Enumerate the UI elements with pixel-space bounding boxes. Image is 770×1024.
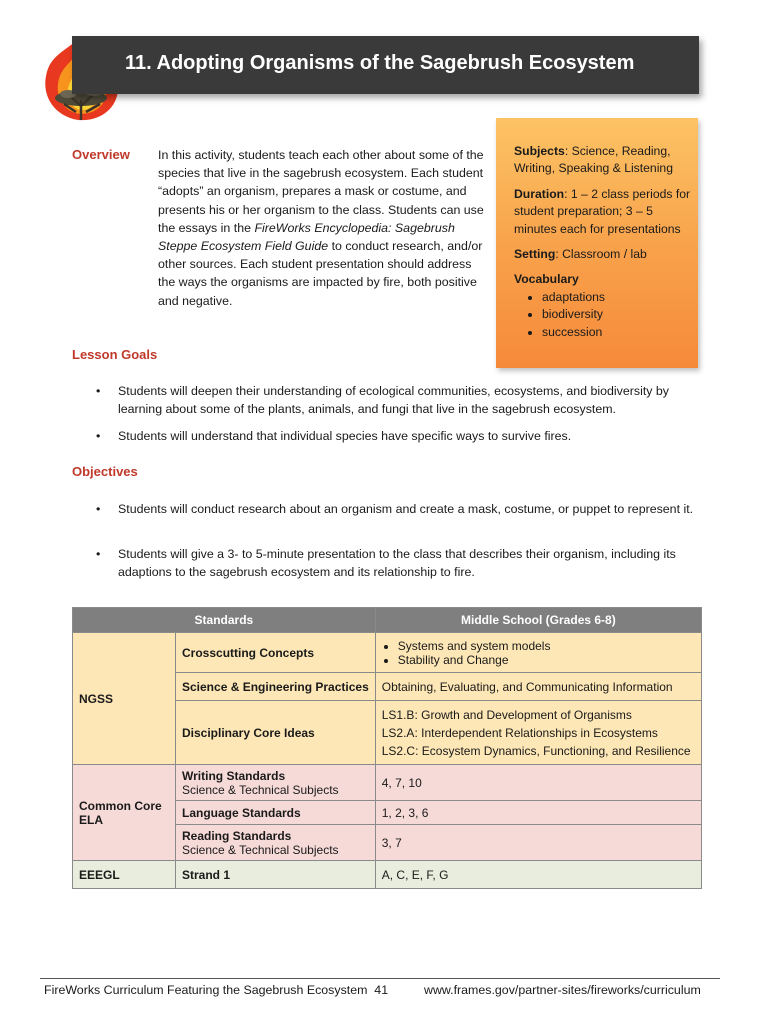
core-ideas-value [375,701,701,765]
writing-label: Writing Standards [182,768,286,783]
crosscutting-item: • Stability and Change [398,653,695,667]
language-value: 1, 2, 3, 6 [375,801,701,825]
objective-text: Students will conduct research about an organism and create a mask, costume, or puppet to represent it. [118,502,694,516]
footer-left: FireWorks Curriculum Featuring the Sagebrush Ecosystem 41 [44,983,389,997]
reading-sub: Science & Technical Subjects [182,842,339,857]
objective-item [96,500,708,518]
subjects-label: Subjects [514,144,565,158]
core-idea-item: LS1.B: Growth and Development of Organisms [381,707,632,722]
vocabulary-label: Vocabulary [514,272,579,287]
core-idea-item: LS2.A: Interdependent Relationships in Ecosystems [381,725,658,740]
ngss-label: NGSS [73,633,176,765]
bullet-icon: • [96,384,101,398]
footer-divider [40,978,720,979]
objectives-label: Objectives [72,464,138,479]
crosscutting-item: • Systems and system models [398,639,695,653]
writing-value: 4, 7, 10 [375,765,701,801]
strand-label: Strand 1 [176,861,376,889]
vocabulary-item: • adaptations [542,289,694,306]
reading-value: 3, 7 [375,825,701,861]
sidebar-content [514,143,694,341]
objective-item [96,545,708,581]
duration-line [514,186,694,238]
table-row [73,765,702,801]
setting-line [514,246,694,263]
standards-table [72,607,702,889]
lesson-goals-label: Lesson Goals [72,347,158,362]
duration-label: Duration [514,186,565,201]
footer-url[interactable]: www.frames.gov/partner-sites/fireworks/curriculum [424,983,701,997]
setting-label: Setting [514,247,556,262]
duration-value: : 1 – 2 class periods for student preparation; 3 – 5 minutes each for presentations [514,186,691,236]
header-level: Middle School (Grades 6-8) [375,608,701,633]
subjects-line [514,143,694,178]
reading-label: Reading Standards [182,828,292,843]
bullet-icon: • [96,547,101,561]
crosscutting-label: Crosscutting Concepts [176,633,376,673]
table-row [73,633,702,673]
setting-value: : Classroom / lab [555,247,647,262]
goal-text: Students will deepen their understanding of ecological communities, ecosystems, and biodiversity by learning about some of the plants, animals, and fungi that live in the sagebrush ecosystem. [118,384,669,417]
bullet-icon: • [96,502,101,516]
language-label: Language Standards [176,801,376,825]
goal-item [96,382,708,418]
vocabulary-item: • succession [542,324,694,341]
table-header-row [73,608,702,633]
overview-text-italic: FireWorks Encyclopedia: Sagebrush Steppe Ecosystem Field Guide [158,220,455,254]
core-ideas-label: Disciplinary Core Ideas [176,701,376,765]
header-standards: Standards [73,608,376,633]
reading-cell [176,825,376,861]
science-eng-label: Science & Engineering Practices [176,673,376,701]
common-core-label: Common Core ELA [73,765,176,861]
goal-text: Students will understand that individual species have specific ways to survive fires. [118,429,572,443]
bullet-icon: • [96,429,101,443]
crosscutting-value [375,633,701,673]
vocabulary-list [514,289,694,341]
overview-text [158,146,490,310]
writing-cell [176,765,376,801]
eeegl-label: EEEGL [73,861,176,889]
vocabulary-item: • biodiversity [542,306,694,323]
overview-text-after: to conduct research, and/or other sources. Each student presentation should address the ways the organisms are impacted by fire, both positive and negative. [158,239,483,308]
objective-text: Students will give a 3- to 5-minute presentation to the class that describes their organism, including its adaptions to the sagebrush ecosystem and its relationship to fire. [118,547,676,580]
overview-label: Overview [72,147,130,162]
table-row [73,861,702,889]
strand-value: A, C, E, F, G [375,861,701,889]
goal-item [96,427,708,445]
core-idea-item: LS2.C: Ecosystem Dynamics, Functioning, and Resilience [381,743,691,758]
subjects-value: : Science, Reading, Writing, Speaking & Listening [514,144,673,176]
page-title: 11. Adopting Organisms of the Sagebrush Ecosystem [125,52,635,74]
overview-text-before: In this activity, students teach each other about some of the species that live in the sagebrush ecosystem. Each student “adopts” an organism, prepares a mask or costume, and presents his or her organism to the class. Students can use the essays in the [158,148,484,235]
writing-sub: Science & Technical Subjects [182,782,339,797]
science-eng-value: Obtaining, Evaluating, and Communicating Information [375,673,701,701]
